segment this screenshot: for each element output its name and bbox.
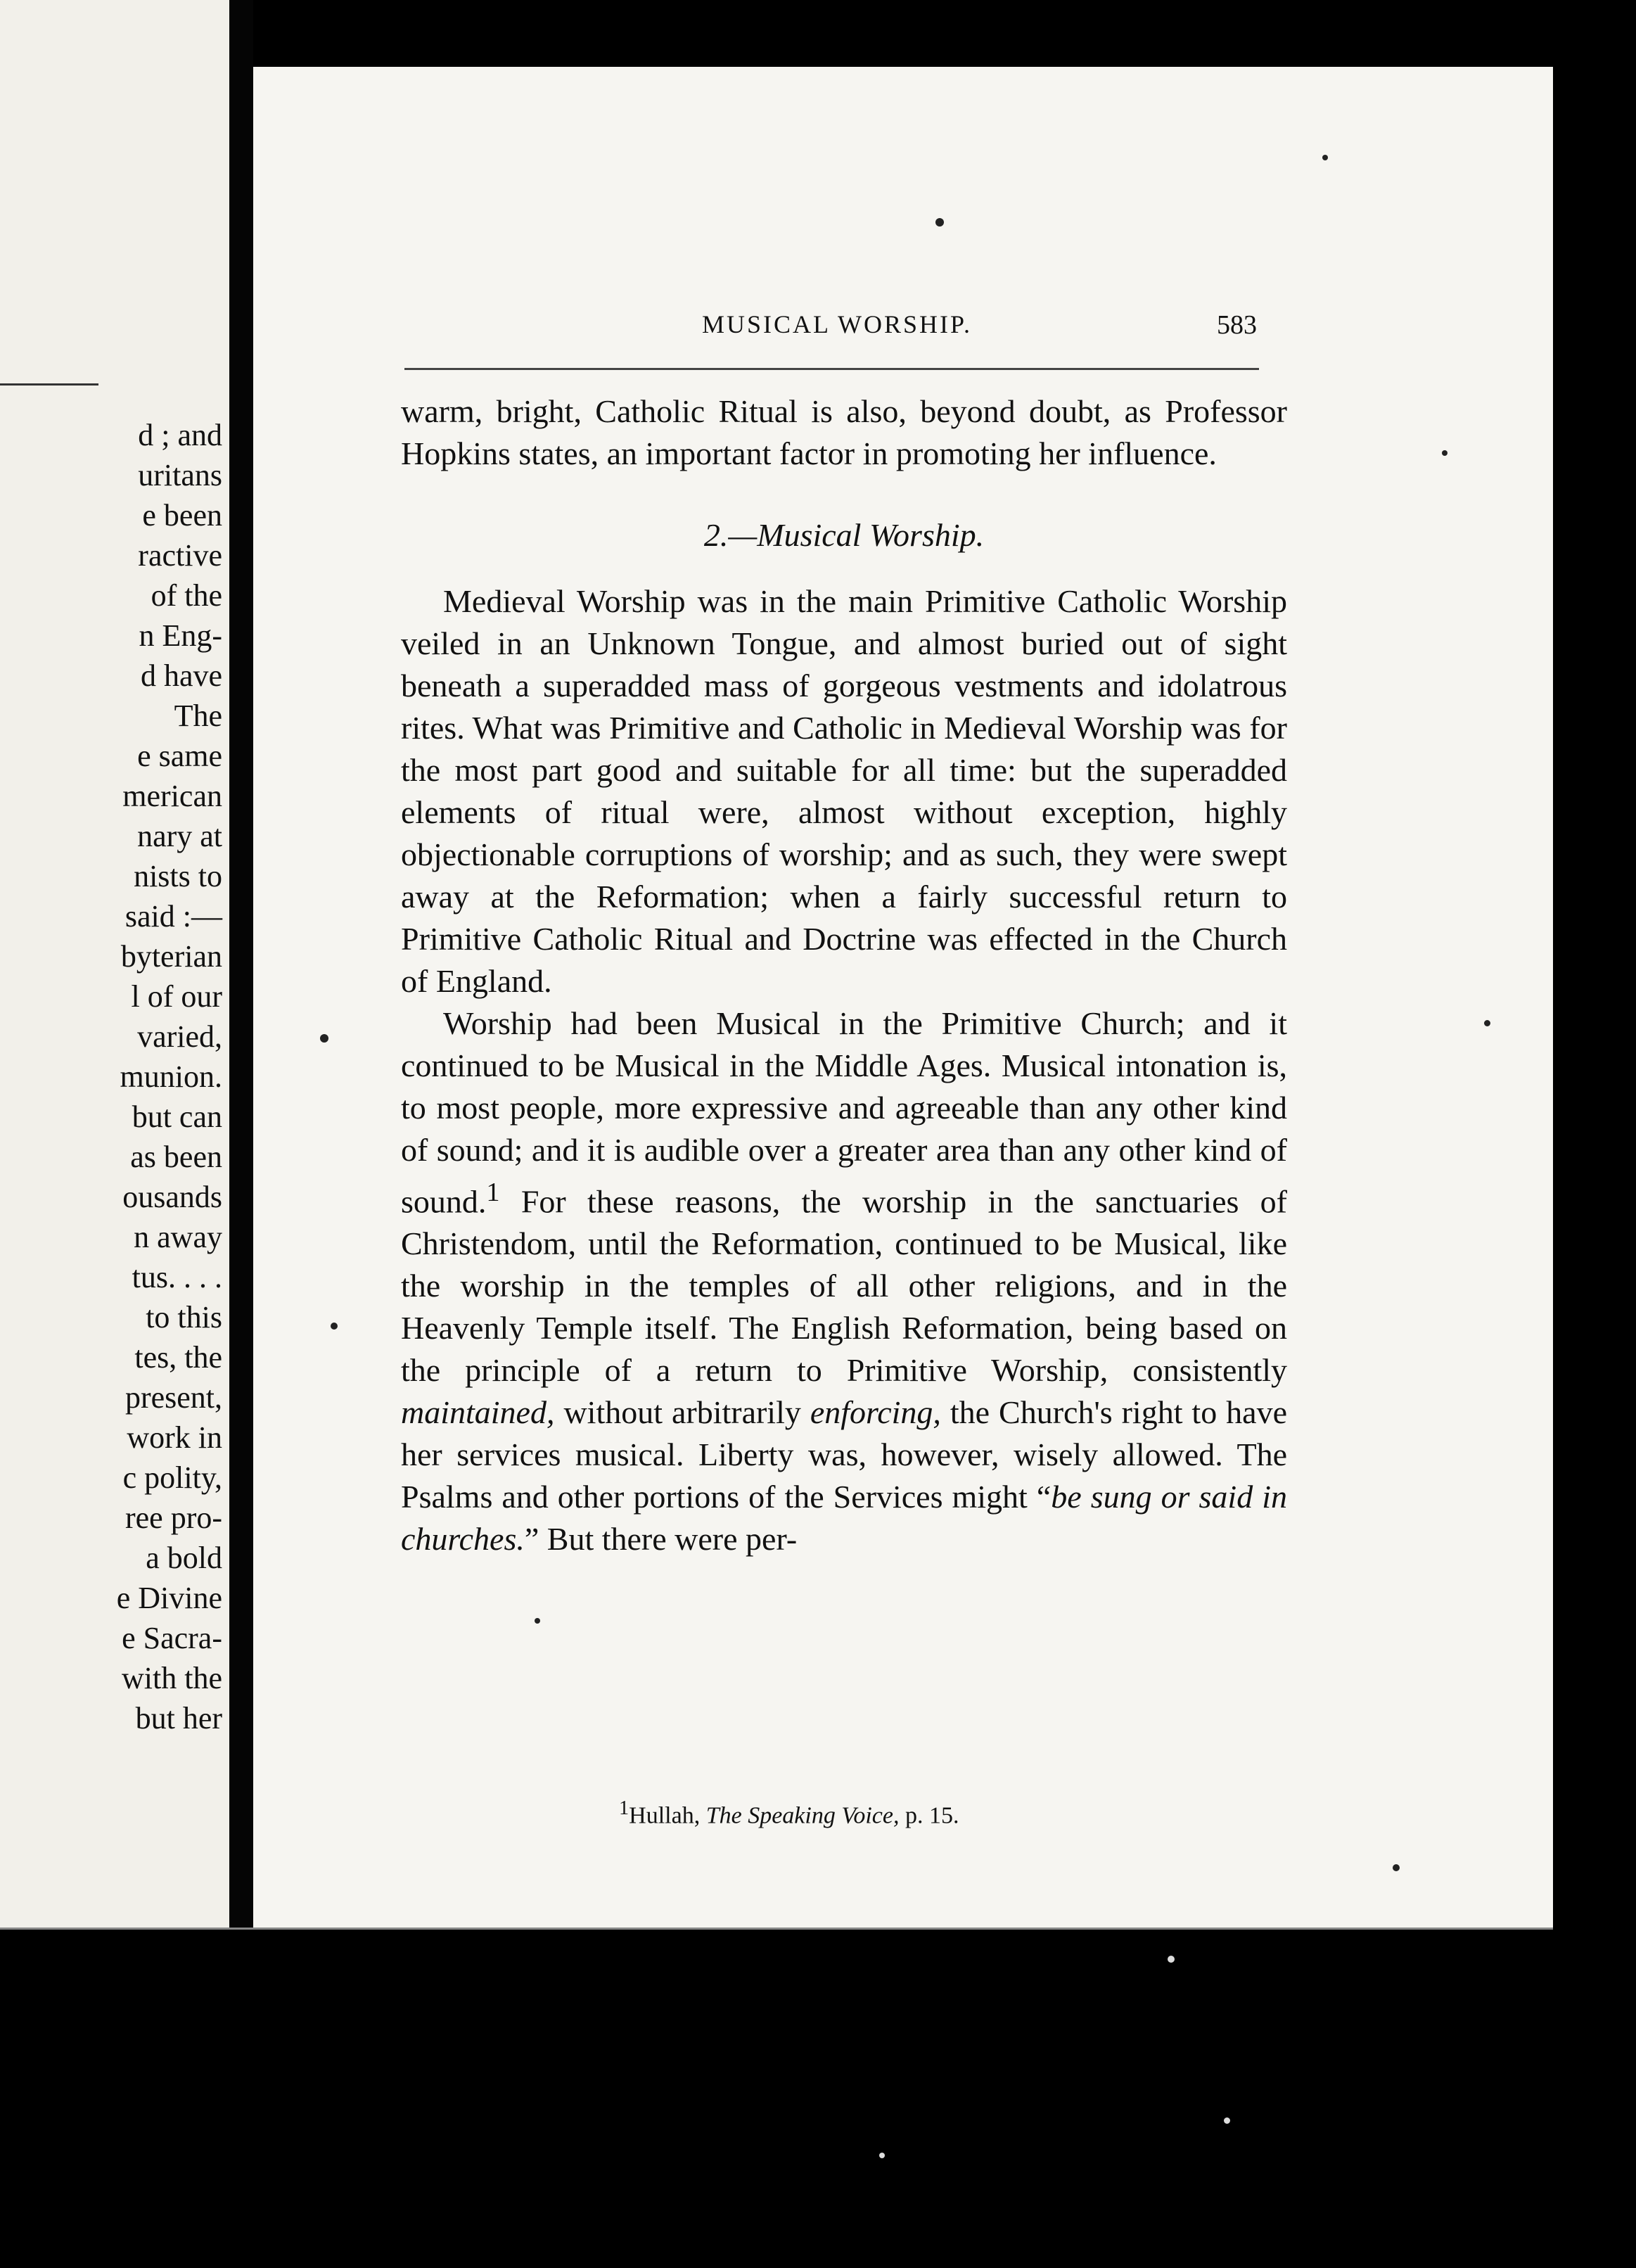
left-page-line: l of our (131, 979, 222, 1014)
left-page-line: varied, (137, 1019, 222, 1054)
scan-speck (1224, 2117, 1230, 2124)
left-facing-page (0, 0, 229, 1928)
left-page-text (0, 415, 222, 1738)
paragraph-text: Worship had been Musical in the Primitive Church; and it continued to be Musical in the Middle Ages. Musical intonation is, to most people, more expressive and agreeable than any other kind of sound; and it is audible over a greater area than any other kind of sound. (401, 1005, 1287, 1220)
left-page-line: e same (137, 739, 222, 773)
scan-speck (535, 1618, 540, 1624)
left-page-line: work in (127, 1420, 222, 1455)
left-page-line: byterian (120, 939, 222, 974)
body-text (401, 390, 1287, 1560)
page-bottom-edge (0, 1928, 1553, 1930)
scan-speck (1393, 1864, 1400, 1871)
paragraph-text: For these reasons, the worship in the sanctuaries of Christendom, until the Reformation, continued to be Musical, like the worship in the temples of all other religions, and in the Heavenly Temple itself. The English Reformation, being based on the principle of a return to Primitive Worship, consistently (401, 1183, 1287, 1389)
left-page-line: nists to (134, 859, 222, 893)
paragraph-medieval-worship: Medieval Worship was in the main Primitive Catholic Worship veiled in an Unknown Tongue, and almost buried out of sight beneath a superadded mass of gorgeous vestments and idolatrous rites. What was Primitive and Catholic in Medieval Worship was for the most part good and suitable for all time: but the superadded elements of ritual were, almost without exception, highly objectionable corruptions of worship; and as such, they were swept away at the Reformation; when a fairly successful return to Primitive Catholic Ritual and Doctrine was effected in the Church of England. (401, 583, 1287, 999)
emphasis-text: maintained, (401, 1394, 555, 1431)
opening-paragraph: warm, bright, Catholic Ritual is also, beyond doubt, as Professor Hopkins states, an important factor in promoting her influence. (401, 393, 1287, 471)
left-page-line: tus. . . . (132, 1260, 222, 1294)
paragraph-text: the Church's right to have her services musical. Liberty was, however, wisely allowed. The Psalms and other portions of the Services might “ (401, 1394, 1287, 1515)
paragraph-musical-worship (401, 1002, 1287, 1560)
left-page-line: with the (122, 1661, 222, 1695)
footnote-author: Hullah, (629, 1802, 706, 1829)
left-page-line: The (174, 699, 222, 733)
left-page-line: to this (146, 1300, 222, 1334)
left-page-line: c polity, (122, 1460, 222, 1495)
left-page-line: tes, the (134, 1340, 222, 1375)
left-page-line: nary at (137, 819, 222, 853)
scan-speck (320, 1034, 328, 1043)
scan-speck (331, 1323, 338, 1330)
left-head-rule (0, 383, 98, 386)
left-page-line: merican (122, 779, 222, 813)
left-page-line: a bold (146, 1541, 222, 1575)
book-gutter (229, 0, 253, 1928)
page-number: 583 (1217, 310, 1257, 340)
left-page-line: ree pro- (124, 1501, 222, 1535)
left-page-line: present, (124, 1380, 222, 1415)
paragraph-text: without arbitrarily (554, 1394, 810, 1431)
left-page-line: n Eng- (139, 618, 222, 653)
left-page-line: n away (134, 1220, 222, 1254)
footnote-reference: 1 (486, 1178, 500, 1207)
emphasis-text: be sung or said in churches. (401, 1479, 1288, 1557)
left-page-line: but her (135, 1701, 222, 1735)
left-page-line: uritans (138, 458, 222, 492)
scan-speck (935, 218, 944, 227)
left-page-line: but can (132, 1100, 222, 1134)
left-page-line: ousands (122, 1180, 222, 1214)
left-page-line: of the (151, 578, 222, 613)
head-rule (404, 368, 1259, 370)
left-page-line: ractive (138, 538, 222, 573)
left-page-line: said :— (124, 899, 222, 934)
footnote-title: The Speaking Voice, (705, 1802, 900, 1829)
left-page-line: as been (130, 1140, 222, 1174)
left-page-line: d have (140, 658, 222, 693)
section-heading: 2.—Musical Worship. (703, 517, 985, 553)
left-page-line: munion. (120, 1059, 222, 1094)
left-page-line: e Sacra- (122, 1621, 222, 1655)
footnote-marker: 1 (619, 1797, 630, 1819)
left-page-line: e been (142, 498, 222, 533)
scan-speck (1484, 1020, 1490, 1026)
scan-speck (1442, 450, 1448, 456)
scan-speck (1168, 1956, 1175, 1963)
footnote-page: p. 15. (899, 1802, 959, 1829)
running-head: MUSICAL WORSHIP. (701, 310, 973, 338)
left-page-line: d ; and (138, 418, 222, 452)
scan-speck (879, 2153, 885, 2158)
scan-speck (1322, 155, 1328, 160)
left-page-line: e Divine (116, 1581, 222, 1615)
emphasis-text: enforcing, (810, 1394, 941, 1431)
footnote (619, 1797, 1111, 1829)
paragraph-text: ” But there were per- (524, 1521, 798, 1557)
